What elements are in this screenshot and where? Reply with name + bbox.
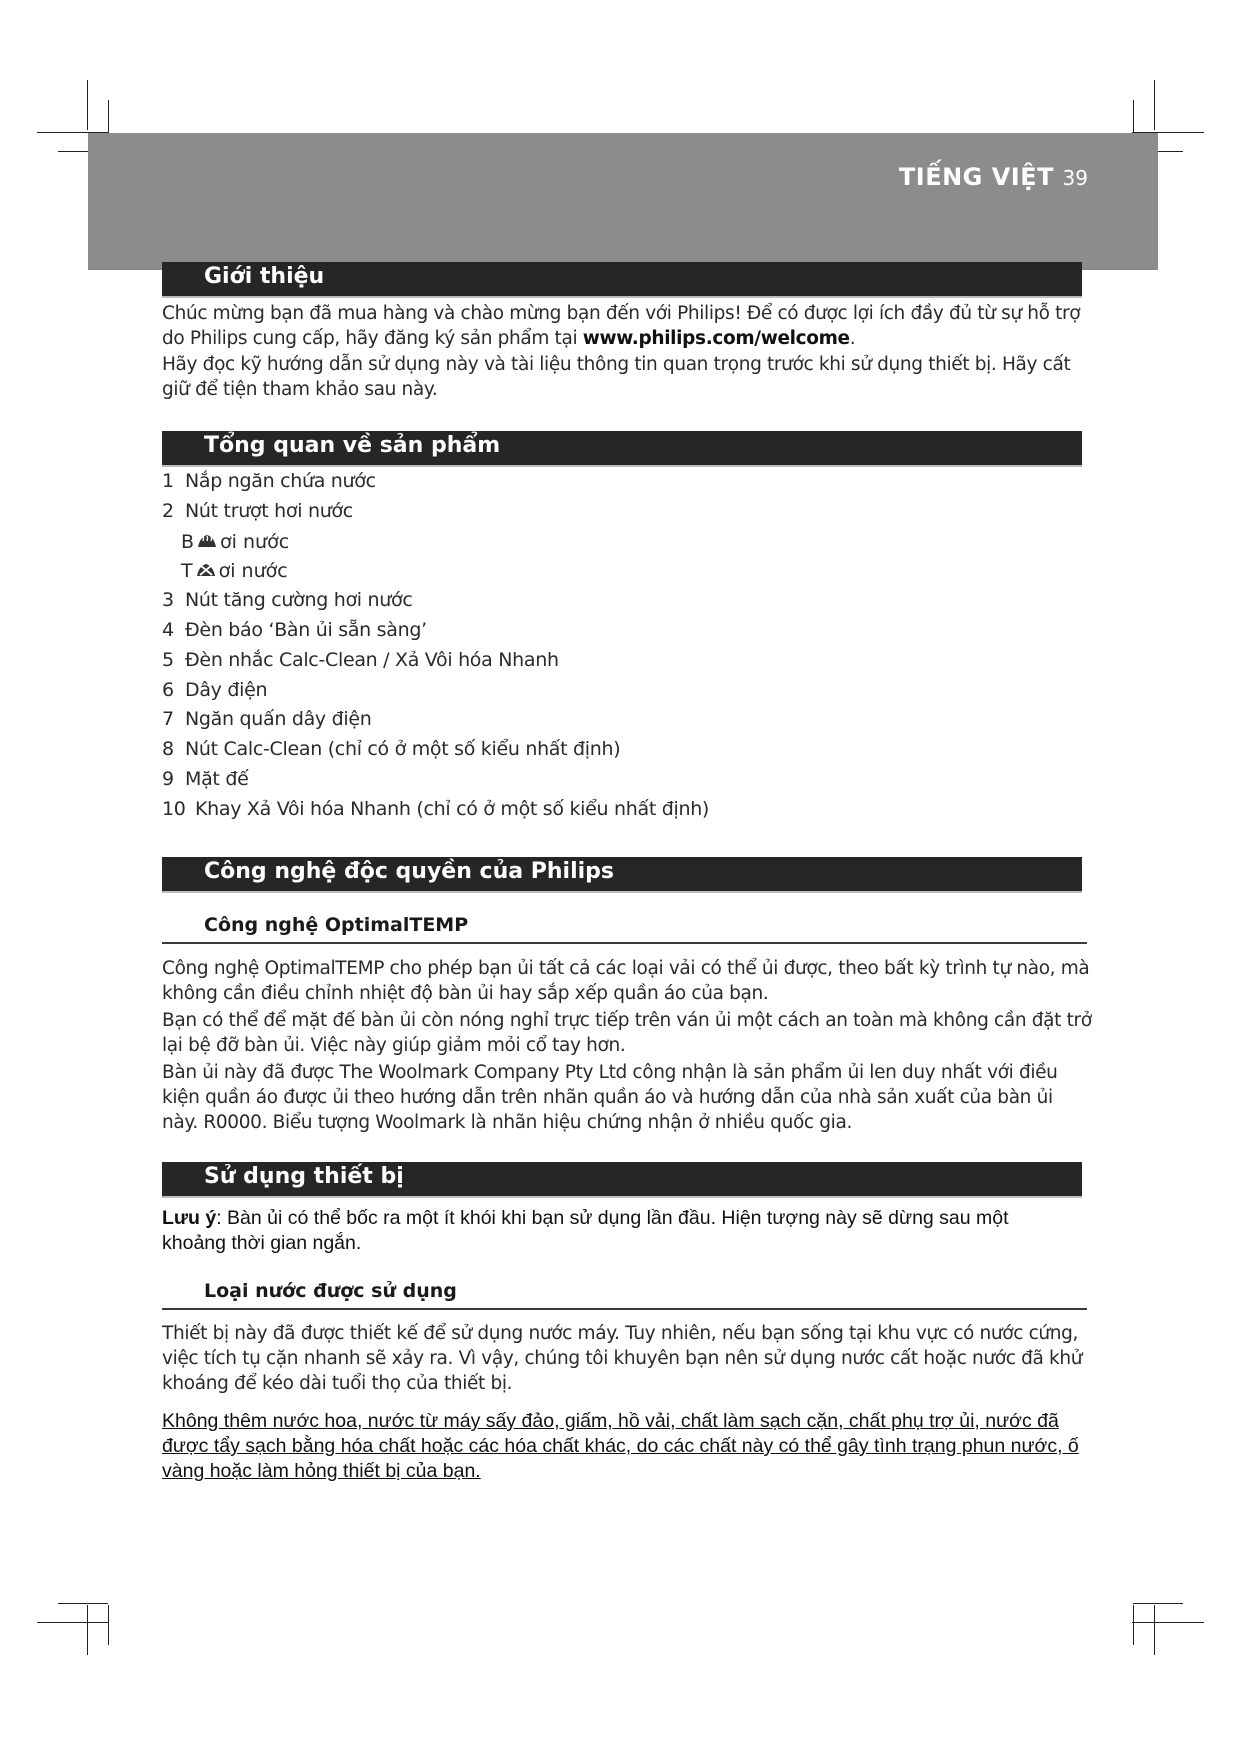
section-heading-usage [162,1162,1082,1198]
sub-item-steam-off: T ơi nước [181,560,288,582]
subheading-optimaltemp: Công nghệ OptimalTEMP [162,912,1087,944]
section-title: Tổng quan về sản phẩm [204,433,501,458]
list-item: 2 Nút trượt hơi nước [162,500,353,522]
header-band [88,133,1158,270]
list-item: 10 Khay Xả Vôi hóa Nhanh (chỉ có ở một số kiểu nhất định) [162,798,710,820]
water-paragraph: Thiết bị này đã được thiết kế để sử dụng nước máy. Tuy nhiên, nếu bạn sống tại khu vực có nước cứng, việc tích tụ cặn nhanh sẽ xảy ra. Vì vậy, chúng tôi khuyên bạn nên sử dụng nước cất hoặc nước đã khử khoáng để kéo dài tuổi thọ của thiết bị. [162,1323,1083,1394]
intro-paragraph: Chúc mừng bạn đã mua hàng và chào mừng bạn đến với Philips! Để có được lợi ích đầy đủ từ sự hỗ trợ do Philips cung cấp, hãy đăng ký sản phẩm tại www.philips.com/welcome. [162,303,1081,349]
section-title: Giới thiệu [204,264,325,289]
list-item: 3 Nút tăng cường hơi nước [162,589,413,611]
technology-paragraph-2: Bạn có thể để mặt đế bàn ủi còn nóng nghỉ trực tiếp trên ván ủi một cách an toàn mà không cần đặt trở lại bệ đỡ bàn ủi. Việc này giúp giảm mỏi cổ tay hơn. [162,1010,1092,1056]
welcome-link[interactable]: www.philips.com/welcome [582,328,850,349]
section-title: Sử dụng thiết bị [204,1164,404,1189]
note-label: Lưu ý [162,1207,217,1229]
section-heading-overview [162,431,1082,467]
list-item: 8 Nút Calc-Clean (chỉ có ở một số kiểu nhất định) [162,738,621,760]
technology-paragraph-1: Công nghệ OptimalTEMP cho phép bạn ủi tất cả các loại vải có thể ủi được, theo bất kỳ trình tự nào, mà không cần điều chỉnh nhiệt độ bàn ủi hay sắp xếp quần áo của bạn. [162,958,1090,1004]
technology-paragraph-3: Bàn ủi này đã được The Woolmark Company Pty Ltd công nhận là sản phẩm ủi len duy nhất với điều kiện quần áo được ủi theo hướng dẫn trên nhãn quần áo và hướng dẫn của nhà sản xuất của bàn ủi này. R0000. Biểu tượng Woolmark là nhãn hiệu chứng nhận ở nhiều quốc gia. [162,1062,1058,1133]
steam-off-icon [195,560,217,580]
page-number: 39 [1062,166,1088,190]
list-item: 4 Đèn báo ‘Bàn ủi sẵn sàng’ [162,619,427,641]
list-item: 5 Đèn nhắc Calc-Clean / Xả Vôi hóa Nhanh [162,649,559,671]
sub-item-steam-on: B ơi nước [181,531,290,553]
list-item: 6 Dây điện [162,679,268,701]
list-item: 7 Ngăn quấn dây điện [162,708,372,730]
section-heading-technology [162,857,1082,893]
list-item: 1 Nắp ngăn chứa nước [162,470,376,492]
note-paragraph: Lưu ý: Bàn ủi có thể bốc ra một ít khói khi bạn sử dụng lần đầu. Hiện tượng này sẽ dừng sau một khoảng thời gian ngắn. [162,1207,1009,1254]
list-item: 9 Mặt đế [162,768,249,790]
section-heading-intro [162,262,1082,298]
section-title: Công nghệ độc quyền của Philips [204,859,614,884]
warning-paragraph: Không thêm nước hoa, nước từ máy sấy đảo, giấm, hồ vải, chất làm sạch cặn, chất phụ trợ ủi, nước đã được tẩy sạch bằng hóa chất hoặc các hóa chất khác, do các chất này có thể gây tình trạng phun nước, ố vàng hoặc làm hỏng thiết bị của bạn. [162,1410,1079,1482]
steam-on-icon [196,531,218,551]
intro-paragraph-2: Hãy đọc kỹ hướng dẫn sử dụng này và tài liệu thông tin quan trọng trước khi sử dụng thiết bị. Hãy cất giữ để tiện tham khảo sau này. [162,354,1071,400]
language-label: TIẾNG VIỆT [898,163,1054,191]
subheading-water-type: Loại nước được sử dụng [162,1278,1087,1310]
